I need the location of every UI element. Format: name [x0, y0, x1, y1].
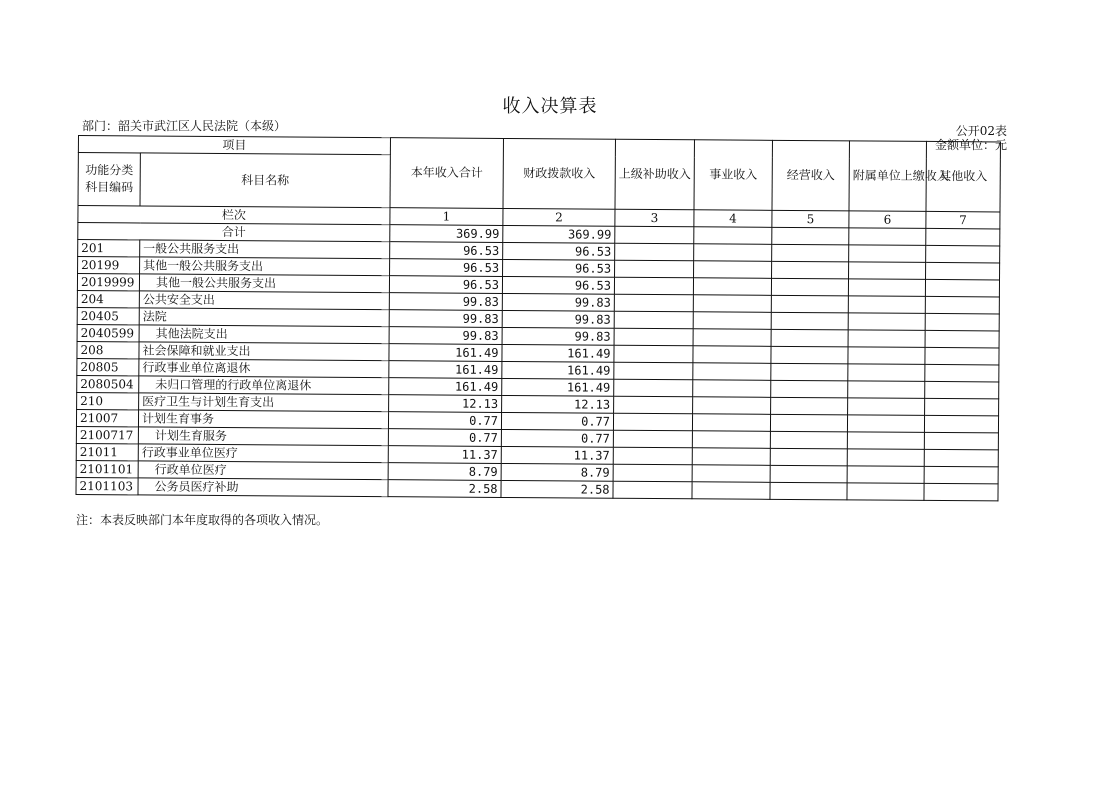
- empty-cell: [615, 226, 694, 244]
- other-income-header: 其他收入: [926, 141, 1000, 212]
- rank-number: 6: [849, 211, 926, 229]
- empty-cell: [693, 312, 771, 330]
- empty-cell: [613, 447, 692, 465]
- row-total-income: 161.49: [389, 344, 502, 362]
- row-total-income: 2.58: [388, 480, 501, 498]
- total-income-header: 本年收入合计: [390, 138, 503, 209]
- page-title: 收入决算表: [502, 96, 598, 117]
- empty-cell: [614, 379, 693, 397]
- row-fiscal-income: 99.83: [502, 293, 614, 311]
- empty-cell: [925, 313, 999, 331]
- empty-cell: [848, 330, 925, 348]
- empty-cell: [614, 396, 693, 414]
- row-subject-name: 行政事业单位医疗: [138, 444, 388, 463]
- row-code: 204: [77, 290, 139, 307]
- empty-cell: [692, 482, 770, 500]
- row-code: 2080504: [77, 375, 139, 392]
- row-subject-name: 计划生育事务: [138, 410, 388, 429]
- empty-cell: [925, 381, 999, 399]
- empty-cell: [770, 414, 847, 432]
- table-note: 注：本表反映部门本年度取得的各项收入情况。: [76, 513, 329, 527]
- row-code: 201: [78, 240, 140, 257]
- empty-cell: [772, 261, 849, 279]
- business-income-header: 事业收入: [694, 140, 772, 211]
- empty-cell: [692, 431, 770, 449]
- superior-subsidy-header: 上级补助收入: [615, 139, 694, 210]
- empty-cell: [771, 346, 848, 364]
- empty-cell: [924, 432, 998, 450]
- rank-number: 3: [615, 209, 694, 227]
- empty-cell: [692, 414, 770, 432]
- empty-cell: [848, 347, 925, 365]
- row-subject-name: 法院: [139, 308, 389, 327]
- empty-cell: [693, 329, 771, 347]
- row-subject-name: 行政事业单位离退休: [139, 359, 389, 378]
- row-total-income: 11.37: [388, 446, 501, 464]
- empty-cell: [614, 345, 693, 363]
- empty-cell: [926, 245, 1000, 263]
- row-subject-name: 公务员医疗补助: [138, 478, 388, 497]
- empty-cell: [614, 362, 693, 380]
- row-code: 21011: [76, 443, 138, 460]
- row-code: 2101103: [76, 477, 138, 494]
- row-fiscal-income: 96.53: [503, 259, 615, 277]
- row-subject-name: 一般公共服务支出: [140, 240, 390, 259]
- empty-cell: [771, 397, 848, 415]
- table-code: 公开02表: [955, 124, 1007, 138]
- row-code: 2100717: [76, 426, 138, 443]
- empty-cell: [613, 481, 692, 499]
- empty-cell: [770, 482, 847, 500]
- row-subject-name: 医疗卫生与计划生育支出: [139, 393, 389, 412]
- row-total-income: 8.79: [388, 463, 501, 481]
- table-body: [76, 240, 1000, 501]
- empty-cell: [613, 430, 692, 448]
- empty-cell: [849, 262, 926, 280]
- row-code: 210: [77, 392, 139, 409]
- row-fiscal-income: 96.53: [502, 276, 614, 294]
- empty-cell: [848, 313, 925, 331]
- empty-cell: [615, 260, 694, 278]
- row-code: 21007: [76, 409, 138, 426]
- row-code: 20199: [78, 257, 140, 274]
- row-code: 2019999: [77, 274, 139, 291]
- row-fiscal-income: 12.13: [502, 395, 614, 413]
- empty-cell: [847, 449, 924, 467]
- row-subject-name: 计划生育服务: [138, 427, 388, 446]
- operating-income-header: 经营收入: [772, 140, 849, 211]
- row-total-income: 12.13: [389, 395, 502, 413]
- total-label: 合计: [78, 223, 390, 242]
- empty-cell: [847, 415, 924, 433]
- empty-cell: [693, 346, 771, 364]
- rank-number: 7: [926, 211, 1000, 229]
- empty-cell: [614, 328, 693, 346]
- row-total-income: 96.53: [390, 259, 503, 277]
- empty-cell: [693, 278, 771, 296]
- empty-cell: [772, 227, 849, 245]
- empty-cell: [771, 380, 848, 398]
- rank-number: 1: [390, 208, 503, 226]
- row-fiscal-income: 2.58: [501, 480, 613, 498]
- empty-cell: [925, 398, 999, 416]
- income-table: [75, 135, 1001, 501]
- subject-name-header: 科目名称: [140, 153, 390, 208]
- row-code: 2040599: [77, 324, 139, 341]
- empty-cell: [694, 244, 772, 262]
- empty-cell: [771, 329, 848, 347]
- row-subject-name: 社会保障和就业支出: [139, 342, 389, 361]
- empty-cell: [614, 277, 693, 295]
- row-total-income: 99.83: [389, 310, 502, 328]
- empty-cell: [770, 431, 847, 449]
- empty-cell: [694, 227, 772, 245]
- empty-cell: [925, 296, 999, 314]
- empty-cell: [924, 483, 998, 501]
- empty-cell: [848, 381, 925, 399]
- row-total-income: 161.49: [389, 361, 502, 379]
- empty-cell: [771, 363, 848, 381]
- empty-cell: [847, 483, 924, 501]
- rank-label: 栏次: [78, 206, 390, 225]
- row-fiscal-income: 0.77: [501, 412, 613, 430]
- empty-cell: [614, 311, 693, 329]
- row-code: 2101101: [76, 460, 138, 477]
- rank-number: 5: [772, 210, 849, 228]
- fiscal-income-header: 财政拨款收入: [503, 138, 615, 209]
- empty-cell: [925, 279, 999, 297]
- row-subject-name: 其他一般公共服务支出: [140, 257, 390, 276]
- empty-cell: [924, 449, 998, 467]
- row-fiscal-income: 8.79: [501, 463, 613, 481]
- func-code-header: 功能分类科目编码: [78, 153, 140, 206]
- row-subject-name: 行政单位医疗: [138, 461, 388, 480]
- item-header: 项目: [78, 136, 390, 155]
- empty-cell: [692, 448, 770, 466]
- row-subject-name: 其他法院支出: [139, 325, 389, 344]
- row-total-income: 99.83: [389, 293, 502, 311]
- row-code: 208: [77, 341, 139, 358]
- empty-cell: [770, 465, 847, 483]
- empty-cell: [693, 363, 771, 381]
- empty-cell: [694, 261, 772, 279]
- row-subject-name: 公共安全支出: [139, 291, 389, 310]
- empty-cell: [924, 466, 998, 484]
- income-table-wrapper: [75, 135, 999, 501]
- empty-cell: [847, 432, 924, 450]
- empty-cell: [926, 228, 1000, 246]
- row-total-income: 96.53: [390, 242, 503, 260]
- empty-cell: [925, 330, 999, 348]
- row-code: 20405: [77, 307, 139, 324]
- department-label: 部门：韶关市武江区人民法院（本级）: [82, 119, 287, 133]
- empty-cell: [848, 279, 925, 297]
- row-fiscal-income: 0.77: [501, 429, 613, 447]
- empty-cell: [848, 296, 925, 314]
- row-total-income: 161.49: [389, 378, 502, 396]
- empty-cell: [926, 262, 1000, 280]
- row-total-income: 99.83: [389, 327, 502, 345]
- row-subject-name: 其他一般公共服务支出: [139, 274, 389, 293]
- empty-cell: [847, 466, 924, 484]
- empty-cell: [614, 294, 693, 312]
- row-subject-name: 未归口管理的行政单位离退休: [139, 376, 389, 395]
- row-fiscal-income: 161.49: [502, 361, 614, 379]
- empty-cell: [692, 465, 770, 483]
- row-code: 20805: [77, 358, 139, 375]
- empty-cell: [924, 415, 998, 433]
- empty-cell: [615, 243, 694, 261]
- empty-cell: [771, 295, 848, 313]
- total-income-value: 369.99: [390, 225, 503, 243]
- empty-cell: [693, 397, 771, 415]
- empty-cell: [613, 464, 692, 482]
- amount-unit: 金额单位：元: [934, 138, 1007, 152]
- row-fiscal-income: 161.49: [502, 344, 614, 362]
- row-fiscal-income: 11.37: [501, 446, 613, 464]
- row-fiscal-income: 96.53: [503, 242, 615, 260]
- row-total-income: 96.53: [389, 276, 502, 294]
- empty-cell: [613, 413, 692, 431]
- row-fiscal-income: 99.83: [502, 310, 614, 328]
- total-fiscal-value: 369.99: [503, 225, 615, 243]
- empty-cell: [772, 244, 849, 262]
- empty-cell: [849, 245, 926, 263]
- empty-cell: [693, 295, 771, 313]
- empty-cell: [925, 364, 999, 382]
- empty-cell: [771, 278, 848, 296]
- empty-cell: [925, 347, 999, 365]
- empty-cell: [848, 398, 925, 416]
- row-total-income: 0.77: [388, 412, 501, 430]
- empty-cell: [849, 228, 926, 246]
- rank-number: 2: [503, 208, 615, 226]
- empty-cell: [770, 448, 847, 466]
- empty-cell: [771, 312, 848, 330]
- row-fiscal-income: 161.49: [502, 378, 614, 396]
- affiliated-income-header: 附属单位上缴收入: [849, 141, 926, 212]
- row-total-income: 0.77: [388, 429, 501, 447]
- rank-number: 4: [694, 210, 772, 228]
- row-fiscal-income: 99.83: [502, 327, 614, 345]
- empty-cell: [693, 380, 771, 398]
- empty-cell: [848, 364, 925, 382]
